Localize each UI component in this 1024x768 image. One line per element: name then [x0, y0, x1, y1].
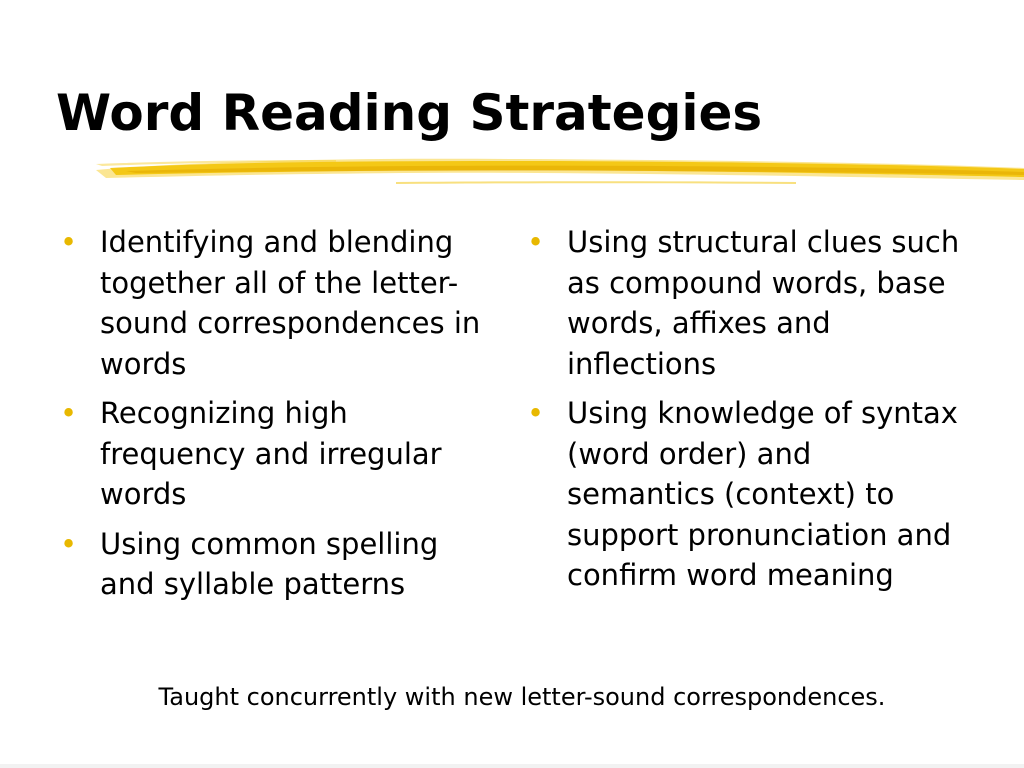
footer-note: Taught concurrently with new letter-sound correspondences. — [158, 683, 886, 711]
bullet-text: Using common spelling and syllable patterns — [100, 526, 439, 601]
list-item — [527, 393, 967, 596]
right-bullet-list — [527, 222, 967, 605]
left-bullet-list — [60, 222, 490, 614]
list-item — [60, 524, 490, 605]
bullet-text: Identifying and blending together all of the letter-sound correspondences in words — [100, 225, 481, 381]
title-underline-brush-stroke — [96, 146, 1024, 190]
bottom-divider — [0, 764, 1024, 768]
bullet-icon: • — [60, 526, 78, 561]
list-item — [527, 222, 967, 384]
bullet-text: Recognizing high frequency and irregular words — [100, 396, 442, 511]
bullet-icon: • — [527, 396, 545, 430]
bullet-icon: • — [60, 396, 78, 430]
list-item — [60, 222, 490, 384]
bullet-text: Using knowledge of syntax (word order) and semantics (context) to support pronunciation and confirm word meaning — [567, 396, 958, 592]
slide-title: Word Reading Strategies — [56, 84, 763, 142]
bullet-icon: • — [60, 225, 78, 259]
bullet-text: Using structural clues such as compound words, base words, affixes and inflections — [567, 225, 960, 381]
bullet-icon: • — [527, 225, 545, 259]
list-item — [60, 393, 490, 515]
